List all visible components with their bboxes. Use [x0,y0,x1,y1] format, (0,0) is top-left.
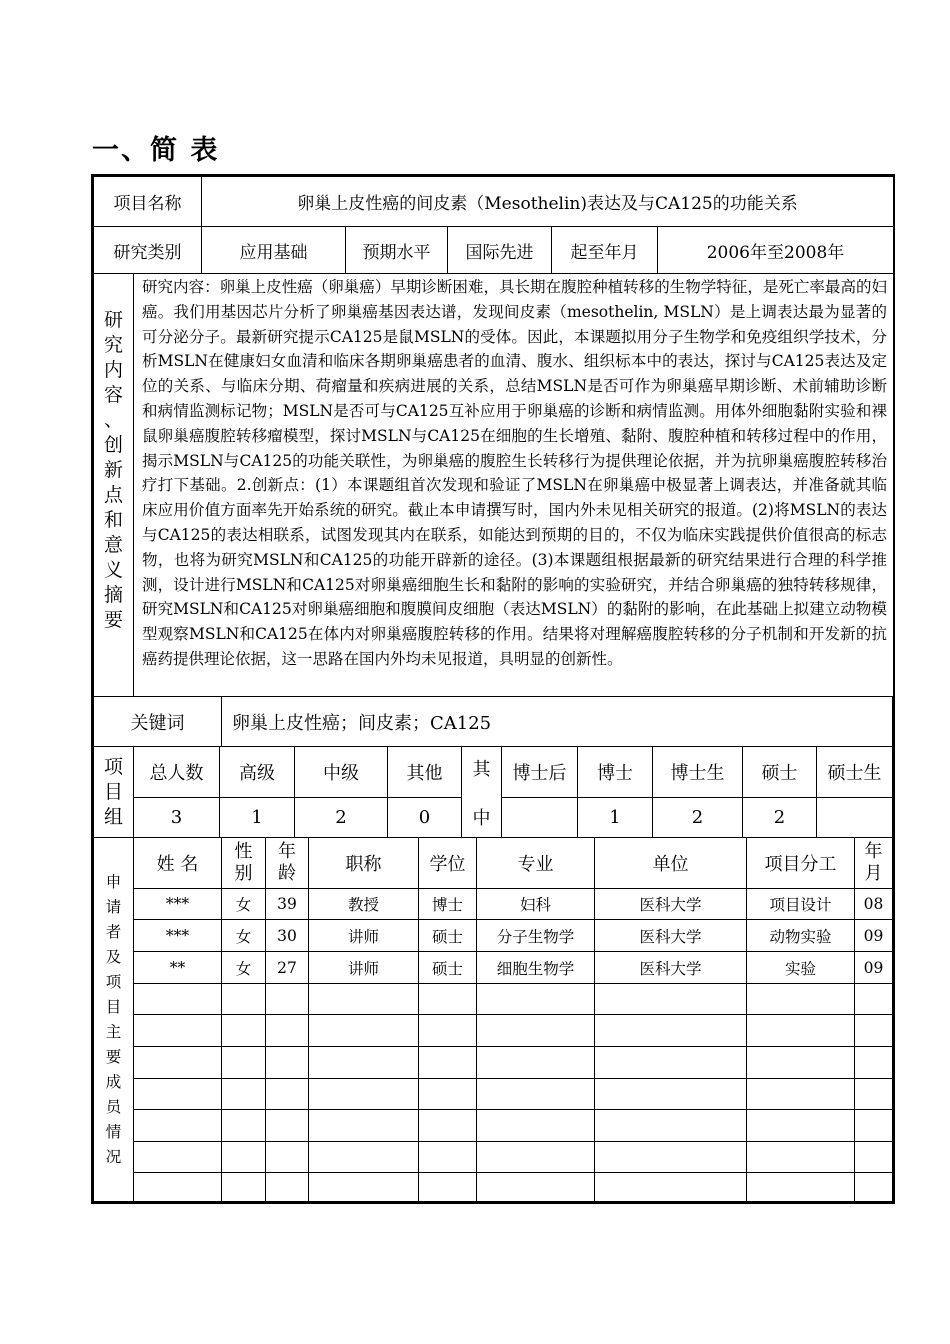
member-role: 项目设计 [747,889,855,920]
members-label-char: 请 [105,897,122,916]
value-master-student [817,798,893,838]
header-phd: 博士 [578,747,653,798]
member-title: 教授 [309,889,419,920]
period-label: 起至年月 [552,227,658,274]
abstract-text: 研究内容：卵巢上皮性癌（卵巢癌）早期诊断困难，具长期在腹腔种植转移的生物学特征，是死亡率最高的妇癌。我们用基因芯片分析了卵巢癌基因表达谱，发现间皮素（mesothelin, MSLN）是上调表达最为显著的可分泌分子。最新研究提示CA125是鼠MSLN的受体。因此，本课题拟用分子生物学和免疫组织学技术，分析MSLN在健康妇女血清和临床各期卵巢癌患者的血清、腹水、组织标本中的表达，探讨与CA125表达及定位的关系、与临床分期、荷瘤量和疾病进展的关系，总结MSLN是否可作为卵巢癌早期诊断、术前辅助诊断和病情监测标记物；MSLN是否可与CA125互补应用于卵巢癌的诊断和病情监测。用体外细胞黏附实验和裸鼠卵巢癌腹腔转移瘤模型，探讨MSLN与CA125在细胞的生长增殖、黏附、腹腔种植和转移过程中的作用，揭示MSLN与CA125的功能关联性，为卵巢癌的腹腔生长转移行为提供理论依据，并为抗卵巢癌腹腔转移治疗打下基础。2.创新点：(1）本课题组首次发现和验证了MSLN在卵巢癌中极显著上调表达，并准备就其临床应用价值方面率先开始系统的研究。截止本申请撰写时，国内外未见相关研究的报道。(2)将MSLN的表达与CA125的表达相联系，试图发现其内在联系，如能达到预期的目的，不仅为临床实践提供价值很高的标志物，也将为研究MSLN和CA125的功能开辟新的途径。(3)本课题组根据最新的研究结果进行合理的科学推测，设计进行MSLN和CA125对卵巢癌细胞生长和黏附的影响的实验研究，并结合卵巢癌的独特转移规律，研究MSLN和CA125对卵巢癌细胞和腹膜间皮细胞（表达MSLN）的黏附的影响，在此基础上拟建立动物模型观察MSLN和CA125在体内对卵巢癌腹腔转移的作用。结果将对理解癌腹腔转移的分子机制和开发新的抗癌药提供理论依据，这一思路在国内外均未见报道，具明显的创新性。 [134,274,894,697]
member-unit: 医科大学 [595,920,747,952]
table-row [94,952,893,984]
members-table [91,837,895,1204]
group-side-label [94,747,134,838]
col-ym-line: 月 [864,863,883,884]
col-gender-line: 性 [234,841,253,862]
value-postdoc [502,798,578,838]
col-gender [222,838,266,889]
members-label-char: 项 [105,972,122,991]
header-master-student: 硕士生 [817,747,893,798]
expected-level-label: 预期水平 [346,227,448,274]
member-gender: 女 [222,889,266,920]
abstract-label-char: 点 [103,483,123,506]
expected-level-value: 国际先进 [448,227,552,274]
empty-row [94,984,893,1015]
project-name-value: 卵巢上皮性癌的间皮素（Mesothelin)表达及与CA125的功能关系 [202,177,894,227]
empty-row [94,1173,893,1202]
abstract-label-char: 容 [103,383,123,406]
summary-table-top [91,174,895,697]
col-year-month [855,838,893,889]
col-age-line: 年 [278,841,296,862]
members-label-char: 目 [105,997,122,1016]
among-label-top: 其 [462,747,502,798]
members-label-char: 况 [105,1147,122,1166]
value-master: 2 [743,798,817,838]
member-age: 27 [266,952,309,984]
members-label-char: 者 [105,922,122,941]
member-name: *** [134,889,222,920]
members-label-char: 及 [105,947,122,966]
col-gender-line: 别 [234,863,253,884]
member-major: 细胞生物学 [477,952,595,984]
members-label-char: 情 [105,1122,122,1141]
empty-row [94,1015,893,1047]
keywords-value: 卵巢上皮性癌；间皮素；CA125 [222,697,893,747]
period-value: 2006年至2008年 [658,227,894,274]
member-ym: 09 [855,952,893,984]
project-group-table [91,746,895,838]
abstract-label-char: 、 [103,408,123,431]
project-name-label: 项目名称 [94,177,202,227]
member-title: 讲师 [309,952,419,984]
member-name: ** [134,952,222,984]
members-side-label [94,838,134,1202]
col-unit: 单位 [595,838,747,889]
abstract-label-char: 创 [103,433,123,456]
header-senior: 高级 [220,747,295,798]
table-row [94,889,893,920]
header-postdoc: 博士后 [502,747,578,798]
group-label-char: 组 [103,805,123,828]
member-gender: 女 [222,920,266,952]
abstract-label-char: 究 [103,333,123,356]
member-role: 动物实验 [747,920,855,952]
members-label-char: 成 [105,1072,122,1091]
member-age: 30 [266,920,309,952]
member-age: 39 [266,889,309,920]
abstract-side-label [94,274,134,697]
value-senior: 1 [220,798,295,838]
abstract-label-char: 和 [103,508,123,531]
members-label-char: 员 [105,1097,122,1116]
col-degree: 学位 [419,838,477,889]
member-major: 分子生物学 [477,920,595,952]
table-row [94,920,893,952]
empty-row [94,1079,893,1110]
member-unit: 医科大学 [595,952,747,984]
header-other: 其他 [388,747,462,798]
member-name: *** [134,920,222,952]
member-title: 讲师 [309,920,419,952]
col-ym-line: 年 [864,841,883,862]
abstract-label-char: 研 [103,308,123,331]
member-unit: 医科大学 [595,889,747,920]
abstract-label-char: 意 [103,533,123,556]
empty-row [94,1110,893,1142]
member-ym: 09 [855,920,893,952]
abstract-label-char: 要 [103,608,123,631]
value-total: 3 [134,798,220,838]
value-phd-student: 2 [653,798,743,838]
page-heading: 一、简 表 [92,135,220,166]
group-label-char: 目 [103,780,123,803]
group-label-char: 项 [103,755,123,778]
header-intermediate: 中级 [295,747,388,798]
abstract-label-char: 摘 [103,583,123,606]
abstract-label-char: 新 [103,458,123,481]
member-gender: 女 [222,952,266,984]
member-major: 妇科 [477,889,595,920]
member-role: 实验 [747,952,855,984]
abstract-label-char: 内 [103,358,123,381]
category-value: 应用基础 [202,227,346,274]
empty-row [94,1047,893,1079]
among-label-bottom: 中 [462,798,502,838]
header-master: 硕士 [743,747,817,798]
category-label: 研究类别 [94,227,202,274]
keywords-label: 关键词 [94,697,222,747]
member-degree: 硕士 [419,952,477,984]
abstract-label-char: 义 [103,558,123,581]
col-age [266,838,309,889]
col-name: 姓 名 [134,838,222,889]
value-intermediate: 2 [295,798,388,838]
header-phd-student: 博士生 [653,747,743,798]
value-other: 0 [388,798,462,838]
member-degree: 博士 [419,889,477,920]
col-title: 职称 [309,838,419,889]
members-label-char: 主 [105,1022,122,1041]
member-ym: 08 [855,889,893,920]
col-role: 项目分工 [747,838,855,889]
col-age-line: 龄 [278,863,296,884]
header-total: 总人数 [134,747,220,798]
members-label-char: 申 [105,872,122,891]
members-label-char: 要 [105,1047,122,1066]
empty-row [94,1142,893,1173]
col-major: 专业 [477,838,595,889]
keywords-table [91,696,895,747]
member-degree: 硕士 [419,920,477,952]
value-phd: 1 [578,798,653,838]
